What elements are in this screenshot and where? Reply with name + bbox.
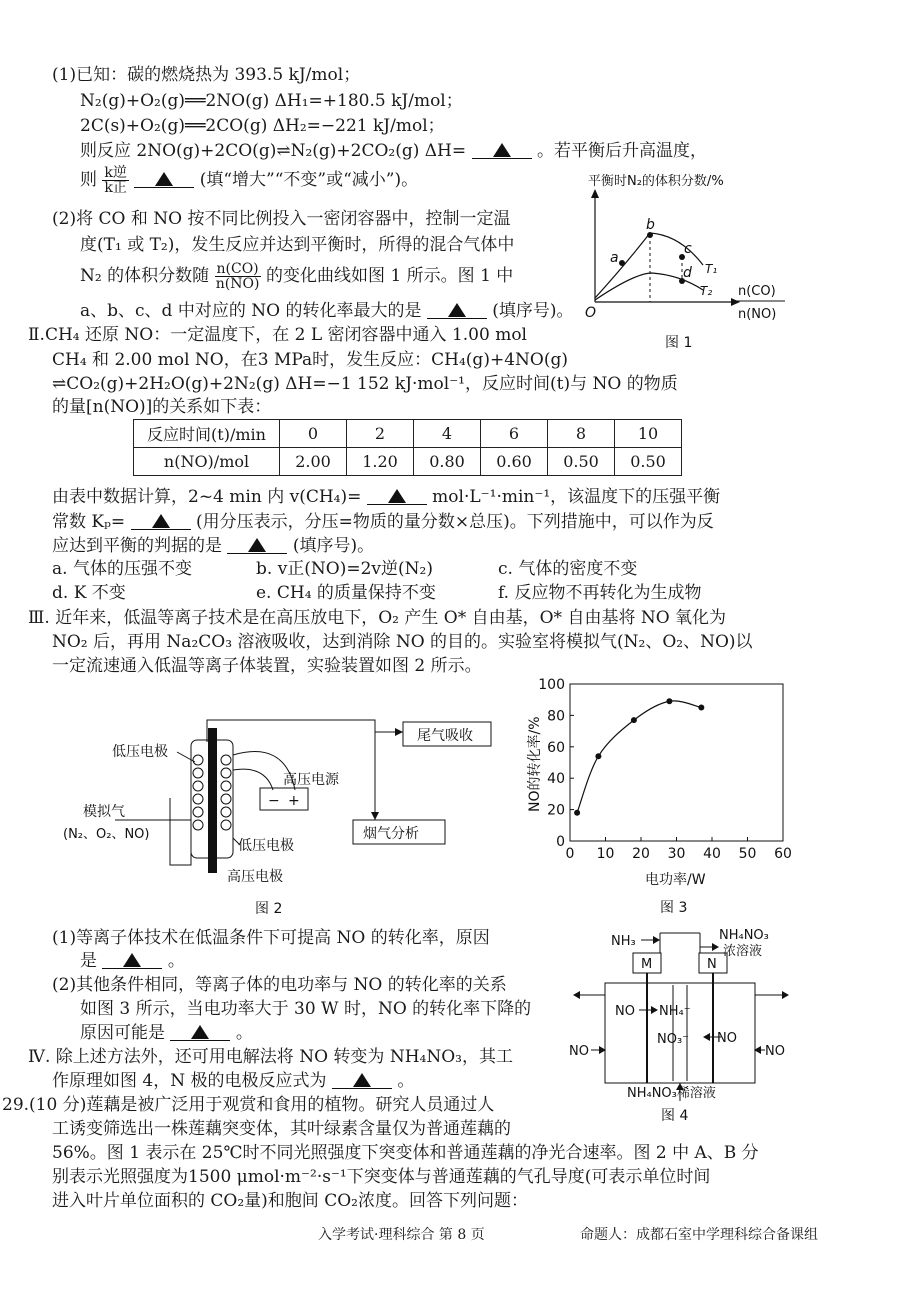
p3q1-line1: (1)等离子体技术在低温条件下可提高 NO 的转化率，原因 bbox=[52, 928, 490, 948]
p3q2-line1: (2)其他条件相同，等离子体的电功率与 NO 的转化率的关系 bbox=[52, 975, 507, 995]
arrow-icon bbox=[782, 991, 789, 999]
arrow-icon bbox=[703, 1033, 710, 1041]
x-tick-label: 20 bbox=[632, 846, 650, 862]
table-cell: 10 bbox=[615, 420, 682, 448]
fig1-label-d: d bbox=[683, 265, 692, 281]
top-inlet bbox=[660, 933, 700, 953]
arrow-icon bbox=[653, 936, 660, 944]
fig1-label-c: c bbox=[684, 241, 692, 257]
fig1-ylabel: 平衡时N₂的体积分数/% bbox=[588, 174, 724, 189]
table-cell: 8 bbox=[548, 420, 615, 448]
flue-analysis-label: 烟气分析 bbox=[363, 826, 419, 842]
q2-line3 bbox=[80, 262, 513, 291]
fig3-caption: 图 3 bbox=[660, 900, 688, 916]
p2b-line3-tail: (填序号)。 bbox=[292, 536, 375, 556]
x-tick-label: 60 bbox=[774, 846, 792, 862]
p3-line3: 一定流速通入低温等离子体装置，实验装置如图 2 所示。 bbox=[52, 656, 482, 676]
option-e: e. CH₄ 的质量保持不变 bbox=[256, 583, 436, 603]
q1-line4-text: 则反应 2NO(g)+2CO(g)⇌N₂(g)+2CO₂(g) ΔH= bbox=[80, 141, 467, 161]
fig1-xlabel-num: n(CO) bbox=[738, 284, 776, 299]
period: 。 bbox=[167, 951, 185, 971]
fig1-label-b: b bbox=[646, 217, 655, 233]
triangle-icon bbox=[353, 1073, 371, 1087]
y-ticks bbox=[538, 677, 574, 850]
figure-4 bbox=[565, 925, 800, 1130]
high-voltage-electrode bbox=[208, 728, 217, 873]
sim-gas-composition: (N₂、O₂、NO) bbox=[63, 827, 150, 842]
q1-line1: (1)已知：碳的燃烧热为 393.5 kJ/mol； bbox=[52, 65, 361, 85]
minus-sign: − bbox=[268, 793, 280, 809]
fig1-caption: 图 1 bbox=[665, 335, 693, 351]
data-point bbox=[595, 753, 601, 759]
table-cell: 2 bbox=[347, 420, 414, 448]
q1-line5 bbox=[80, 166, 418, 195]
period: 。 bbox=[235, 1023, 253, 1043]
q29-line3: 56%。图 1 表示在 25℃时不同光照强度下突变体和普通莲藕的净光合速率。图 2 中 A、B 分 bbox=[52, 1143, 759, 1163]
table-cell: n(NO)/mol bbox=[134, 448, 280, 476]
p2b-line1-tail: mol·L⁻¹·min⁻¹，该温度下的压强平衡 bbox=[432, 487, 721, 507]
q1-line4 bbox=[80, 140, 707, 162]
data-point bbox=[698, 705, 704, 711]
q1-line5-prefix: 则 bbox=[80, 170, 97, 190]
hv-source-label: 高压电源 bbox=[283, 772, 339, 788]
no-label-left-top: NO bbox=[615, 1004, 635, 1019]
q1-line4-tail: 。若平衡后升高温度， bbox=[536, 141, 707, 161]
q2-line2: 度(T₁ 或 T₂)，发生反应并达到平衡时，所得的混合气体中 bbox=[80, 235, 515, 255]
option-b: b. v正(NO)=2v逆(N₂) bbox=[256, 559, 433, 579]
tail-gas-label: 尾气吸收 bbox=[417, 728, 473, 744]
arrow-icon bbox=[573, 991, 580, 999]
high-electrode-label: 高压电极 bbox=[227, 869, 283, 885]
fig3-ylabel: NO的转化率/% bbox=[527, 716, 543, 812]
arrow-icon bbox=[371, 812, 379, 820]
figure-3-chart bbox=[515, 672, 815, 922]
table-cell: 反应时间(t)/min bbox=[134, 420, 280, 448]
figure-1 bbox=[580, 165, 800, 360]
answer-blank[interactable] bbox=[472, 140, 532, 159]
no-label-right-mid: NO bbox=[717, 1031, 737, 1046]
table-cell: 1.20 bbox=[347, 448, 414, 476]
p2b-line1-text: 由表中数据计算，2~4 min 内 v(CH₄)= bbox=[52, 487, 362, 507]
answer-blank[interactable] bbox=[367, 486, 427, 505]
leader-line bbox=[177, 752, 195, 762]
footer-page: 入学考试·理科综合 第 8 页 bbox=[318, 1227, 485, 1243]
y-tick-label: 0 bbox=[556, 834, 565, 850]
table-cell: 0 bbox=[280, 420, 347, 448]
y-tick-label: 60 bbox=[547, 739, 565, 756]
frac-den: n(NO) bbox=[215, 276, 260, 292]
no-label-left: NO bbox=[569, 1044, 589, 1059]
inlet-pipe bbox=[170, 798, 191, 865]
triangle-icon bbox=[152, 514, 170, 528]
p2b-line2 bbox=[52, 511, 714, 533]
k-den: k正 bbox=[104, 180, 127, 196]
low-electrode-label-1: 低压电极 bbox=[112, 744, 168, 760]
q2-line4-text: a、b、c、d 中对应的 NO 的转化率最大的是 bbox=[80, 301, 422, 321]
fig1-origin: O bbox=[585, 305, 597, 321]
q2-line3-text: N₂ 的体积分数随 bbox=[80, 266, 210, 286]
no3-label: NO₃⁻ bbox=[657, 1032, 690, 1047]
p3-line2: NO₂ 后，再用 Na₂CO₃ 溶液吸收，达到消除 NO 的目的。实验室将模拟气(N₂、O₂、NO)以 bbox=[52, 632, 753, 652]
answer-blank[interactable] bbox=[332, 1070, 392, 1089]
p2b-line2-tail: (用分压表示，分压=物质的量分数×总压)。下列措施中，可以作为反 bbox=[195, 512, 714, 532]
y-tick-label: 100 bbox=[538, 677, 565, 693]
p3q2-line2: 如图 3 所示，当电功率大于 30 W 时，NO 的转化率下降的 bbox=[80, 999, 532, 1019]
table-cell: 0.80 bbox=[414, 448, 481, 476]
answer-blank[interactable] bbox=[170, 1022, 230, 1041]
p2-line4: 的量[n(NO)]的关系如下表： bbox=[52, 397, 272, 417]
option-d: d. K 不变 bbox=[52, 583, 126, 603]
fig3-xlabel: 电功率/W bbox=[645, 872, 706, 888]
p3-line1: Ⅲ. 近年来，低温等离子技术是在高压放电下，O₂ 产生 O* 自由基，O* 自由基将 NO 氧化为 bbox=[28, 608, 727, 628]
arrow-icon bbox=[712, 943, 719, 951]
q1-line3: 2C(s)+O₂(g)══2CO(g) ΔH₂=−221 kJ/mol； bbox=[80, 116, 445, 136]
table-header-row bbox=[134, 420, 682, 448]
x-tick-label: 50 bbox=[738, 846, 757, 862]
table-cell: 0.50 bbox=[548, 448, 615, 476]
triangle-icon bbox=[493, 143, 511, 157]
q2-line1: (2)将 CO 和 NO 按不同比例投入一密闭容器中，控制一定温 bbox=[52, 209, 511, 229]
fig1-point-a bbox=[619, 260, 625, 266]
x-tick-label: 0 bbox=[565, 846, 575, 862]
plus-sign: + bbox=[288, 793, 300, 809]
nco-nno-fraction bbox=[215, 262, 261, 291]
fig1-label-t1: T₁ bbox=[705, 262, 718, 276]
p2-line2: CH₄ 和 2.00 mol NO，在3 MPa时，发生反应：CH₄(g)+4NO(g) bbox=[52, 350, 568, 370]
x-tick-label: 30 bbox=[667, 846, 686, 862]
fig1-xlabel-den: n(NO) bbox=[738, 307, 777, 322]
table-cell: 0.60 bbox=[481, 448, 548, 476]
p2b-line3 bbox=[52, 535, 374, 557]
arrow-icon bbox=[395, 728, 403, 736]
p4-line2-text: 作原理如图 4，N 极的电极反应式为 bbox=[52, 1071, 327, 1091]
k-num: k逆 bbox=[104, 165, 127, 181]
p4-line1: Ⅳ. 除上述方法外，还可用电解法将 NO 转变为 NH₄NO₃，其工 bbox=[28, 1047, 513, 1067]
x-tick-label: 10 bbox=[596, 846, 615, 862]
no-label-right: NO bbox=[765, 1044, 785, 1059]
answer-blank[interactable] bbox=[131, 511, 191, 530]
table-cell: 2.00 bbox=[280, 448, 347, 476]
outlet-pipe bbox=[207, 720, 403, 742]
q29-line1: 29.(10 分)莲藕是被广泛用于观赏和食用的植物。研究人员通过人 bbox=[2, 1095, 495, 1115]
p2b-line2-text: 常数 Kₚ= bbox=[52, 512, 126, 532]
answer-blank[interactable] bbox=[102, 950, 162, 969]
p4-line2 bbox=[52, 1070, 414, 1092]
hv-wire2 bbox=[233, 769, 273, 790]
plot-frame bbox=[570, 684, 783, 841]
triangle-icon bbox=[123, 953, 141, 967]
answer-blank[interactable] bbox=[134, 169, 194, 188]
frac-num: n(CO) bbox=[216, 261, 259, 277]
fig1-label-a: a bbox=[610, 250, 619, 266]
p3q2-line3 bbox=[80, 1022, 253, 1044]
option-c: c. 气体的密度不变 bbox=[498, 559, 638, 579]
table-cell: 6 bbox=[481, 420, 548, 448]
fig1-y-arrow bbox=[591, 189, 599, 198]
figure-2 bbox=[55, 710, 525, 920]
sim-gas-label: 模拟气 bbox=[83, 804, 125, 820]
q2-line3-tail: 的变化曲线如图 1 所示。图 1 中 bbox=[266, 266, 514, 286]
nh4no3-conc-label: NH₄NO₃ bbox=[719, 928, 769, 943]
p2-line3: ⇌CO₂(g)+2H₂O(g)+2N₂(g) ΔH=−1 152 kJ·mol⁻¹，反应时间(t)与 NO 的物质 bbox=[52, 374, 678, 394]
fig2-caption: 图 2 bbox=[255, 901, 283, 917]
p3q2-line3-text: 原因可能是 bbox=[80, 1023, 165, 1043]
option-f: f. 反应物不再转化为生成物 bbox=[498, 583, 702, 603]
period: 。 bbox=[397, 1071, 415, 1091]
conc-solution-label: 浓溶液 bbox=[723, 944, 763, 959]
y-tick-label: 80 bbox=[547, 708, 565, 725]
triangle-icon bbox=[448, 303, 466, 317]
data-point bbox=[631, 717, 637, 723]
p3q1-line2 bbox=[80, 950, 185, 972]
fig4-caption: 图 4 bbox=[661, 1108, 689, 1124]
q2-line4-tail: (填序号)。 bbox=[492, 301, 574, 321]
q29-line4: 别表示光照强度为1500 μmol·m⁻²·s⁻¹下突变体与普通莲藕的气孔导度(可表示单位时间 bbox=[52, 1167, 711, 1187]
electrode-n-label: N bbox=[707, 957, 717, 972]
p2b-line1 bbox=[52, 486, 720, 508]
q29-line5: 进入叶片单位面积的 CO₂量)和胞间 CO₂浓度。回答下列问题： bbox=[52, 1191, 528, 1211]
table-cell: 0.50 bbox=[615, 448, 682, 476]
p3q1-line2-text: 是 bbox=[80, 951, 97, 971]
answer-blank[interactable] bbox=[227, 535, 287, 554]
triangle-icon bbox=[248, 538, 266, 552]
x-tick-label: 40 bbox=[703, 846, 721, 862]
electrode-m-label: M bbox=[641, 957, 653, 972]
arrow-icon bbox=[651, 1006, 658, 1014]
fig1-x-arrow bbox=[731, 298, 740, 306]
table-cell: 4 bbox=[414, 420, 481, 448]
q1-line2: N₂(g)+O₂(g)══2NO(g) ΔH₁=+180.5 kJ/mol； bbox=[80, 91, 463, 111]
y-tick-label: 20 bbox=[547, 802, 565, 819]
p2b-line3-text: 应达到平衡的判据的是 bbox=[52, 536, 222, 556]
low-electrode-label-2: 低压电极 bbox=[238, 838, 294, 854]
data-point bbox=[666, 698, 672, 704]
y-tick-label: 40 bbox=[547, 771, 565, 788]
nno-table bbox=[133, 419, 682, 476]
k-ratio-fraction bbox=[102, 166, 128, 195]
nh3-label: NH₃ bbox=[611, 934, 636, 949]
q29-line2: 工诱变筛选出一株莲藕突变体，其叶绿素含量仅为普通莲藕的 bbox=[52, 1119, 511, 1139]
triangle-icon bbox=[388, 489, 406, 503]
q2-line4 bbox=[80, 300, 574, 322]
q1-line5-tail: (填“增大”“不变”或“减小”)。 bbox=[199, 170, 419, 190]
p2-line1: Ⅱ.CH₄ 还原 NO：一定温度下，在 2 L 密闭容器中通入 1.00 mol bbox=[28, 325, 527, 345]
triangle-icon bbox=[191, 1025, 209, 1039]
answer-blank[interactable] bbox=[427, 300, 487, 319]
dilute-solution-label: NH₄NO₃稀溶液 bbox=[627, 1086, 716, 1101]
fig1-label-t2: T₂ bbox=[700, 284, 713, 298]
table-row bbox=[134, 448, 682, 476]
option-a: a. 气体的压强不变 bbox=[52, 559, 192, 579]
nh4-label: NH₄⁺ bbox=[659, 1004, 691, 1019]
data-point bbox=[574, 810, 580, 816]
triangle-icon bbox=[155, 172, 173, 186]
footer-author: 命题人：成都石室中学理科综合备课组 bbox=[580, 1227, 818, 1243]
